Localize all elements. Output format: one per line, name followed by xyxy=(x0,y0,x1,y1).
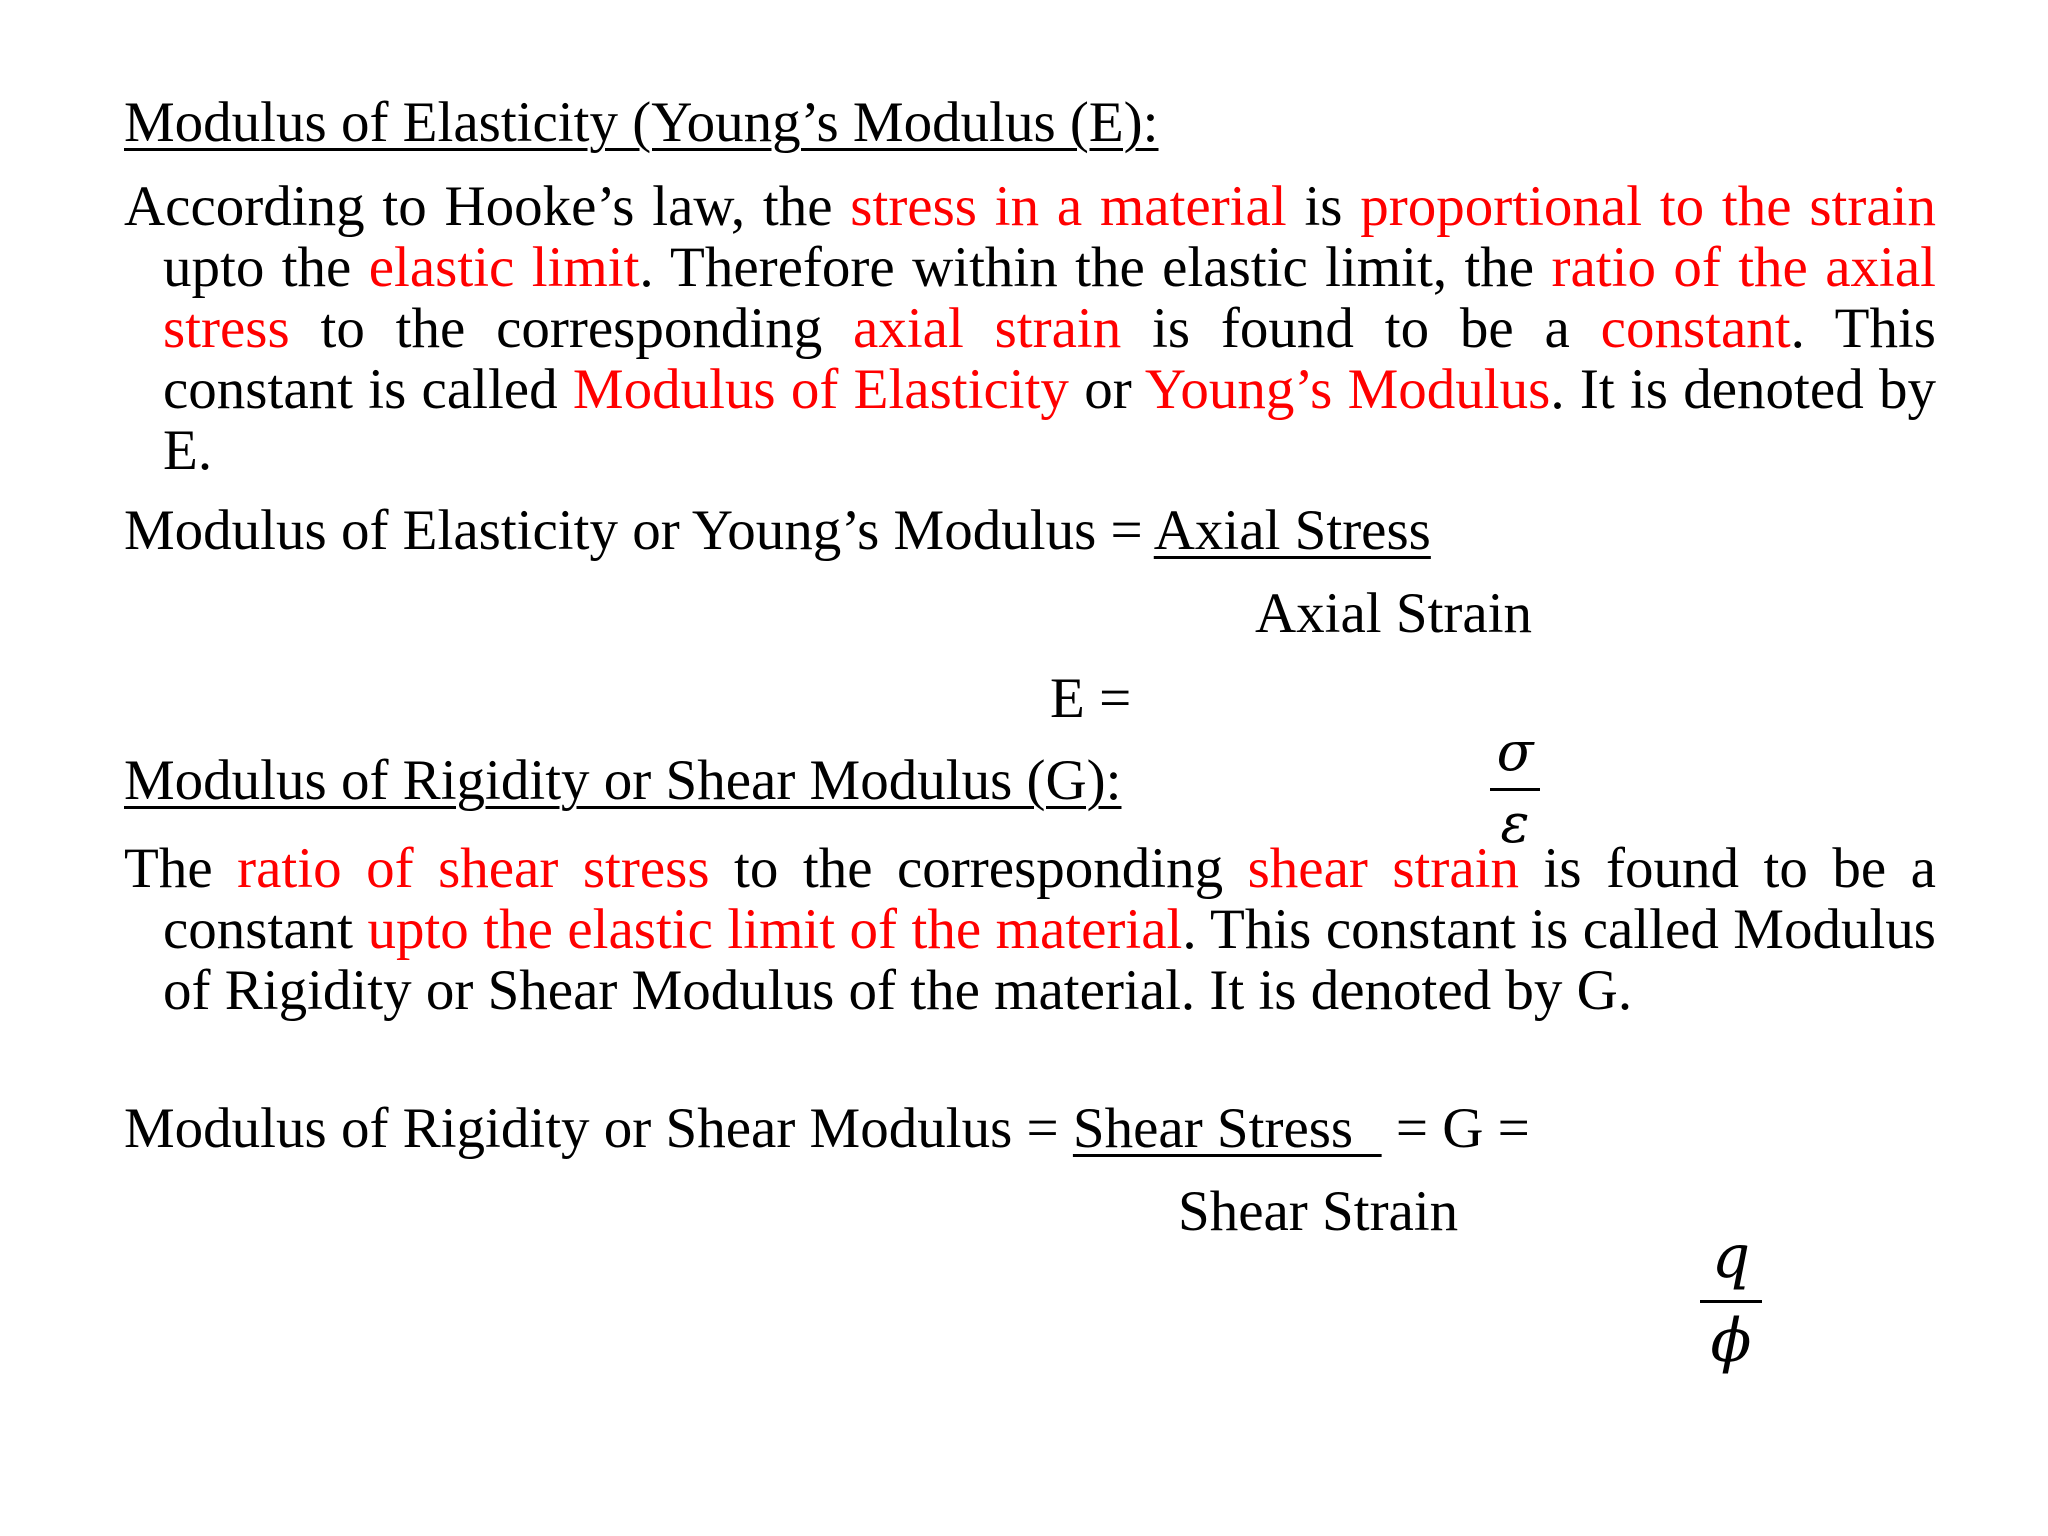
highlighted-text: Modulus of Elasticity xyxy=(572,358,1069,421)
paragraph-text: . Therefore within the elastic limit, the xyxy=(639,236,1552,299)
paragraph-text: . This constant is called xyxy=(163,297,1936,421)
sigma-symbol: σ xyxy=(1496,720,1534,783)
shear-formula-denominator: Shear Strain xyxy=(1178,1180,1459,1243)
shear-formula xyxy=(124,1097,1530,1160)
shear-paragraph xyxy=(124,838,1936,1021)
highlighted-text: upto the elastic limit of the material xyxy=(367,898,1183,961)
paragraph-text: . This constant is called Modulus of Rigidity or Shear Modulus of the material. It is denoted by G. xyxy=(163,898,1936,1022)
young-formula-denominator: Axial Strain xyxy=(1255,582,1533,645)
highlighted-text: constant xyxy=(1600,297,1791,360)
highlighted-text: axial strain xyxy=(853,297,1122,360)
e-equals-label: E = xyxy=(1050,667,1132,730)
highlighted-text: elastic limit xyxy=(368,236,640,299)
fraction-bar xyxy=(1700,1300,1762,1303)
paragraph-text: to the corresponding xyxy=(709,837,1248,900)
highlighted-text: proportional to the strain xyxy=(1360,175,1936,238)
paragraph-text: is found to be a constant xyxy=(163,837,1936,961)
young-formula xyxy=(124,499,1431,562)
young-heading: Modulus of Elasticity (Young’s Modulus (E): xyxy=(124,91,1159,154)
sigma-over-epsilon-fraction xyxy=(1480,720,1550,855)
highlighted-text: ratio of shear stress xyxy=(237,837,710,900)
q-over-phi-fraction xyxy=(1692,1222,1770,1376)
highlighted-text: stress in a material xyxy=(850,175,1287,238)
fraction-bar xyxy=(1490,788,1540,791)
paragraph-text: . It is denoted by E. xyxy=(163,358,1936,482)
young-formula-numerator: Axial Stress xyxy=(1153,499,1431,562)
q-symbol: q xyxy=(1711,1222,1751,1292)
highlighted-text: Young’s Modulus xyxy=(1144,358,1551,421)
highlighted-text: ratio of the axial stress xyxy=(163,236,1936,360)
epsilon-symbol: ε xyxy=(1500,792,1530,855)
shear-formula-lhs: Modulus of Rigidity or Shear Modulus = xyxy=(124,1097,1073,1160)
shear-heading: Modulus of Rigidity or Shear Modulus (G): xyxy=(124,749,1122,812)
paragraph-text: The xyxy=(124,837,238,900)
paragraph-text: According to Hooke’s law, the xyxy=(124,175,851,238)
highlighted-text: shear strain xyxy=(1247,837,1520,900)
shear-formula-rhs: = G = xyxy=(1381,1097,1530,1160)
shear-formula-numerator: Shear Stress xyxy=(1072,1097,1382,1160)
paragraph-text: to the corresponding xyxy=(289,297,854,360)
young-paragraph xyxy=(124,176,1936,481)
paragraph-text: or xyxy=(1068,358,1145,421)
paragraph-text: upto the xyxy=(163,236,369,299)
paragraph-text: is xyxy=(1286,175,1361,238)
young-formula-lhs: Modulus of Elasticity or Young’s Modulus = xyxy=(124,499,1154,562)
phi-symbol: ϕ xyxy=(1710,1306,1752,1376)
paragraph-text: is found to be a xyxy=(1121,297,1601,360)
